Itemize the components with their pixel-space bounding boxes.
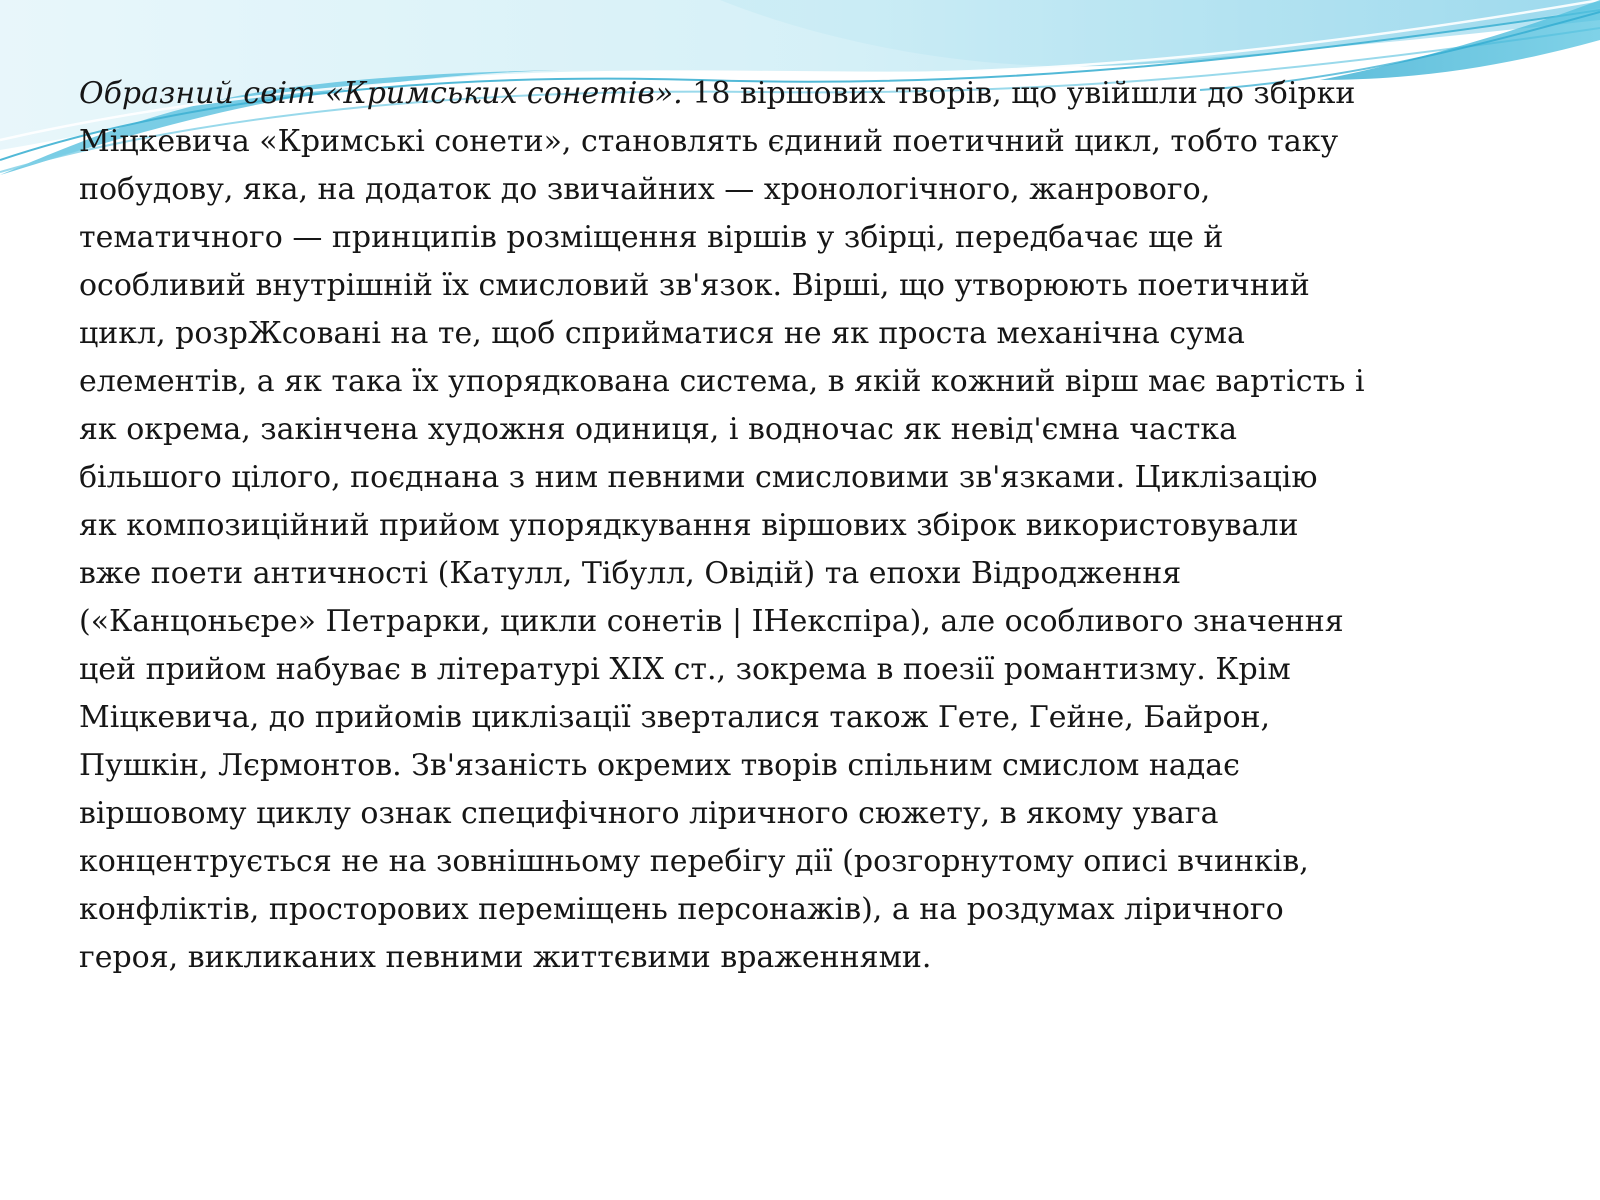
text-line: («Канцоньєре» Петрарки, цикли сонетів | ІНекспіра), але особливого значення (79, 604, 1344, 639)
text-line: цей прийом набуває в літературі XIX ст., зокрема в поезії романтизму. Крім (79, 652, 1291, 687)
body-paragraph (79, 70, 1529, 982)
text-line: елементів, а як така їх упорядкована система, в якій кожний вірш має вартість і (79, 364, 1365, 399)
text-line: конфліктів, просторових переміщень персонажів), а на роздумах ліричного (79, 892, 1284, 927)
text-line: цикл, розрЖсовані на те, щоб сприйматися не як проста механічна сума (79, 316, 1245, 351)
text-line: Пушкін, Лєрмонтов. Зв'язаність окремих творів спільним смислом надає (79, 748, 1240, 783)
text-line: концентрується не на зовнішньому перебігу дії (розгорнутому описі вчинків, (79, 844, 1309, 879)
text-line: Міцкевича «Кримські сонети», становлять єдиний поетичний цикл, тобто таку (79, 124, 1339, 159)
text-line: як композиційний прийом упорядкування віршових збірок використовували (79, 508, 1299, 543)
text-line (79, 70, 1529, 118)
text-line: особливий внутрішній їх смисловий зв'язок. Вірші, що утворюють поетичний (79, 268, 1310, 303)
text-line: героя, викликаних певними життєвими враженнями. (79, 940, 932, 975)
lead-phrase: Образний світ «Кримських сонетів». (79, 76, 683, 111)
text-line-tail: 18 віршових творів, що увійшли до збірки (682, 76, 1356, 111)
text-line: вже поети античності (Катулл, Тібулл, Овідій) та епохи Відродження (79, 556, 1182, 591)
text-line: віршовому циклу ознак специфічного ліричного сюжету, в якому увага (79, 796, 1219, 831)
text-line: більшого цілого, поєднана з ним певними смисловими зв'язками. Циклізацію (79, 460, 1318, 495)
text-line: Міцкевича, до прийомів циклізації зверталися також Гете, Гейне, Байрон, (79, 700, 1271, 735)
text-line: побудову, яка, на додаток до звичайних — хронологічного, жанрового, (79, 172, 1211, 207)
text-line: тематичного — принципів розміщення віршів у збірці, передбачає ще й (79, 220, 1224, 255)
text-line: як окрема, закінчена художня одиниця, і водночас як невід'ємна частка (79, 412, 1237, 447)
